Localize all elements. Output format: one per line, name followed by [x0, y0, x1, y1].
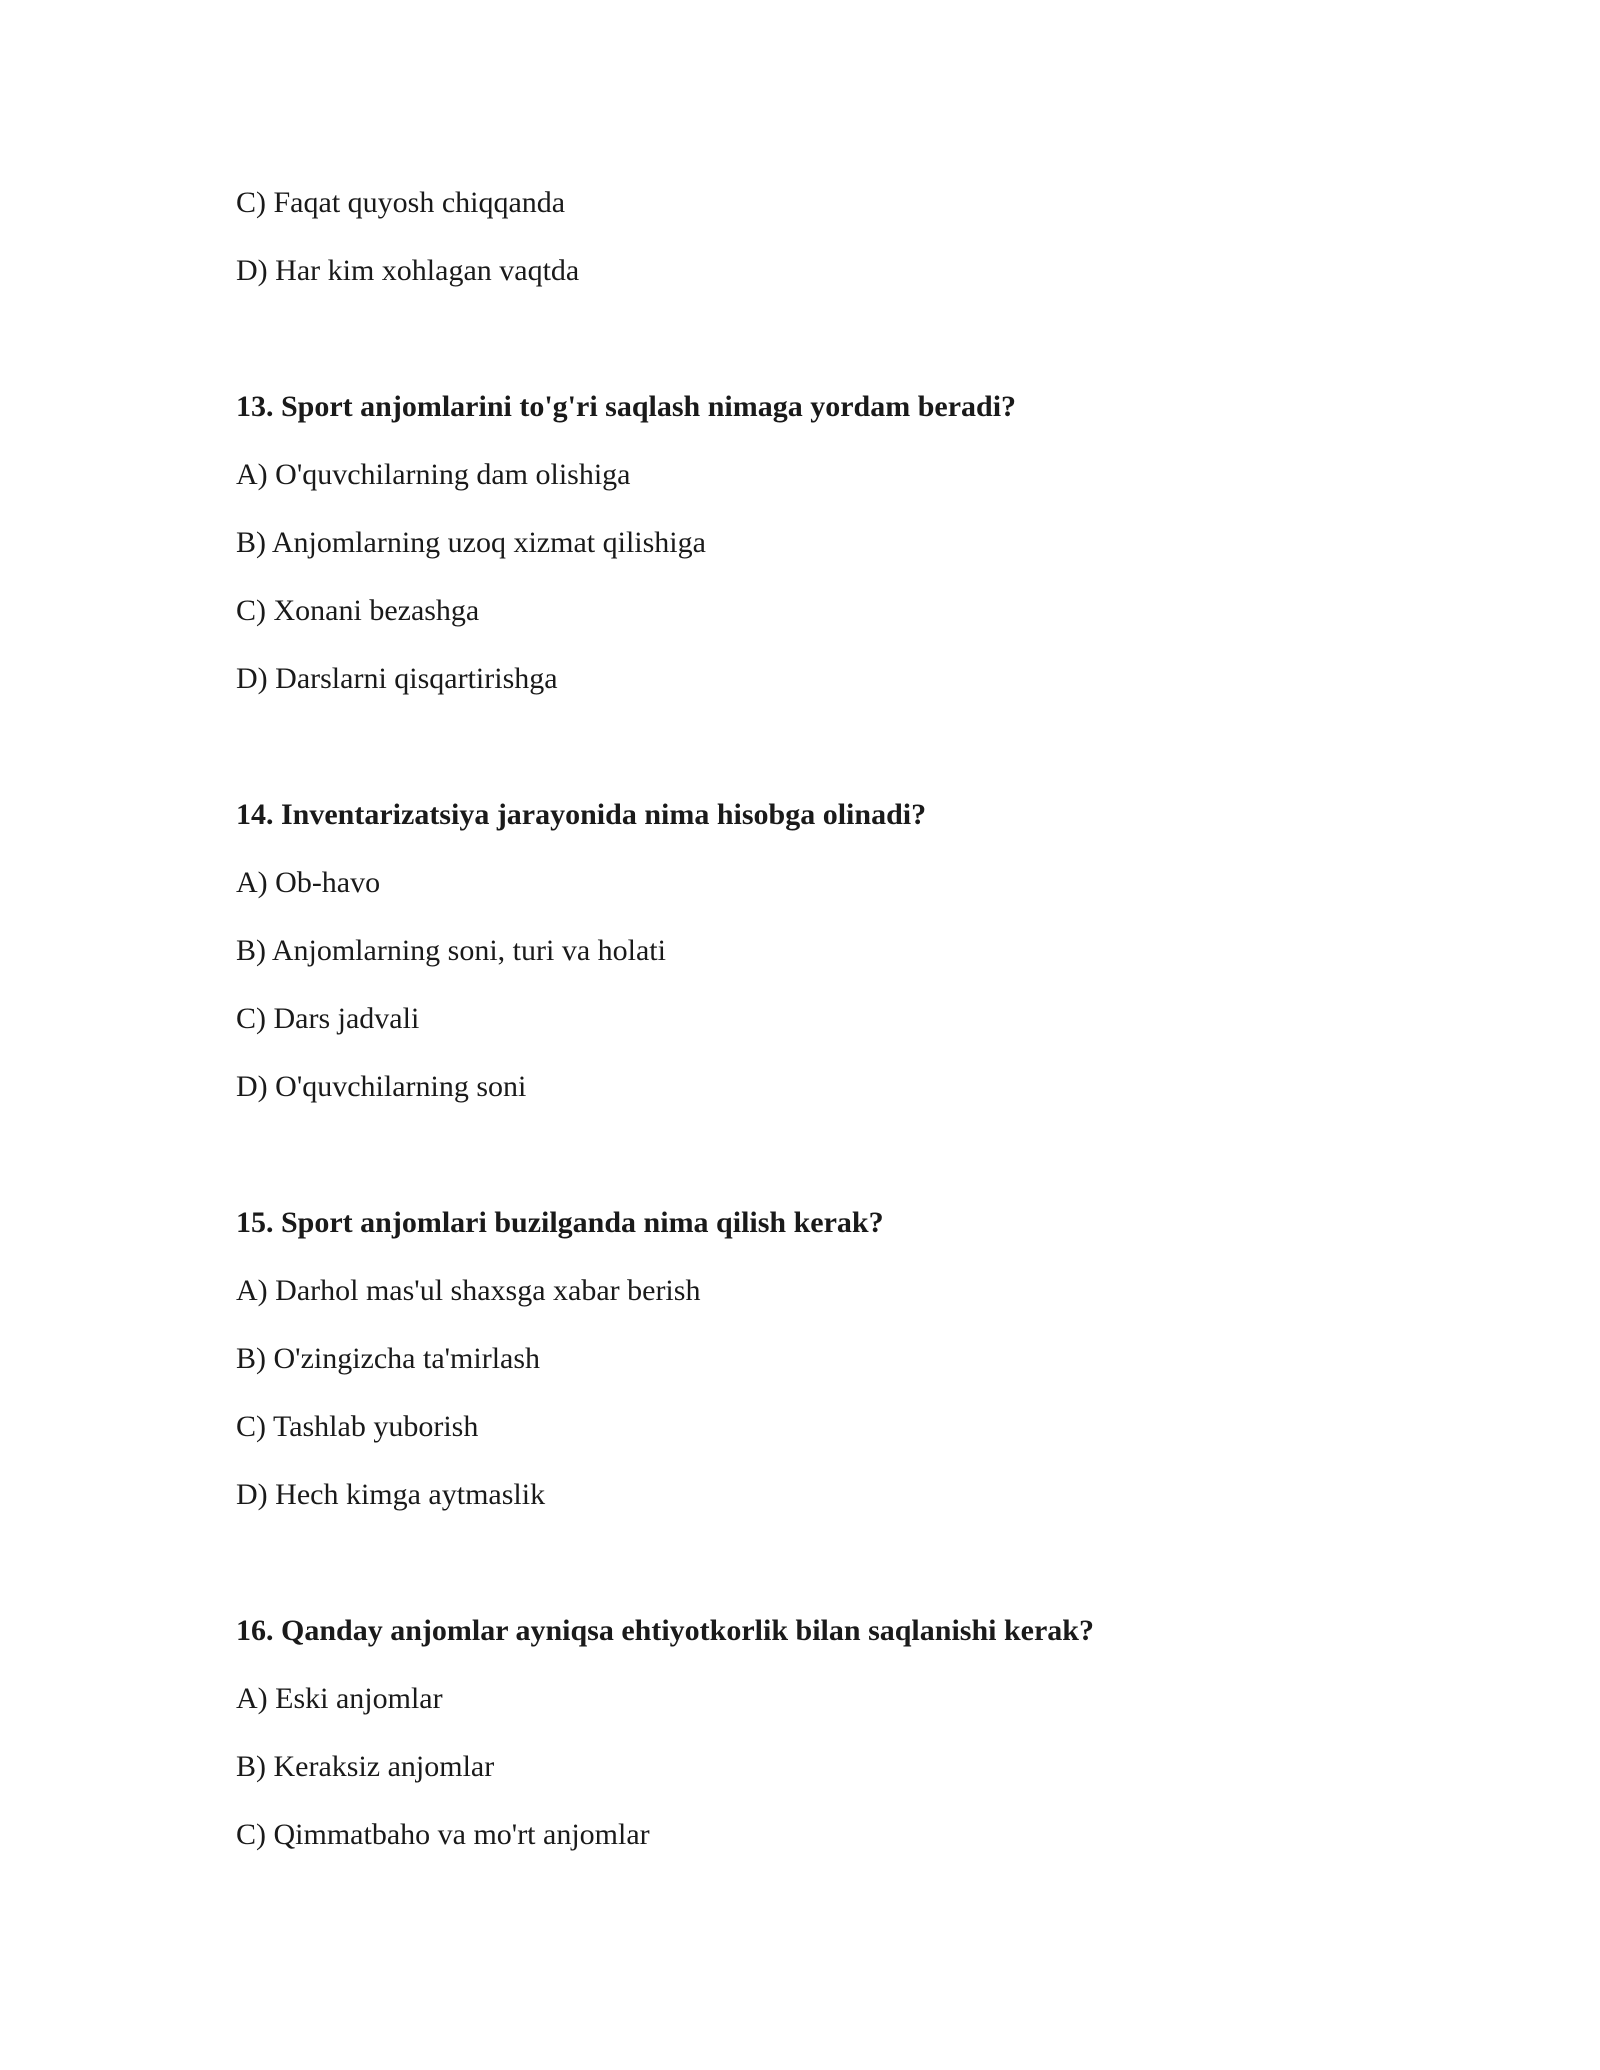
- answer-option: B) Anjomlarning soni, turi va holati: [236, 934, 666, 967]
- answer-option: A) Ob-havo: [236, 866, 381, 899]
- answer-option: A) Darhol mas'ul shaxsga xabar berish: [236, 1274, 701, 1307]
- section-gap: [236, 730, 1436, 798]
- answer-option: D) Har kim xohlagan vaqtda: [236, 254, 580, 287]
- answer-option: C) Faqat quyosh chiqqanda: [236, 186, 566, 219]
- answer-option: C) Tashlab yuborish: [236, 1410, 479, 1443]
- question-16-text: 16. Qanday anjomlar ayniqsa ehtiyotkorlik bilan saqlanishi kerak?: [236, 1614, 1094, 1647]
- answer-option: B) Keraksiz anjomlar: [236, 1750, 495, 1783]
- answer-option: A) O'quvchilarning dam olishiga: [236, 458, 631, 491]
- answer-option: C) Dars jadvali: [236, 1002, 420, 1035]
- answer-option: D) Hech kimga aytmaslik: [236, 1478, 546, 1511]
- answer-option: A) Eski anjomlar: [236, 1682, 443, 1715]
- answer-option: C) Qimmatbaho va mo'rt anjomlar: [236, 1818, 650, 1851]
- document-content: [236, 186, 1436, 1886]
- question-13-text: 13. Sport anjomlarini to'g'ri saqlash nimaga yordam beradi?: [236, 390, 1017, 423]
- answer-option: B) Anjomlarning uzoq xizmat qilishiga: [236, 526, 706, 559]
- section-gap: [236, 322, 1436, 390]
- section-gap: [236, 1138, 1436, 1206]
- answer-option: D) Darslarni qisqartirishga: [236, 662, 558, 695]
- answer-option: C) Xonani bezashga: [236, 594, 480, 627]
- answer-option: D) O'quvchilarning soni: [236, 1070, 527, 1103]
- section-gap: [236, 1546, 1436, 1614]
- answer-option: B) O'zingizcha ta'mirlash: [236, 1342, 541, 1375]
- question-15-text: 15. Sport anjomlari buzilganda nima qilish kerak?: [236, 1206, 884, 1239]
- question-14-text: 14. Inventarizatsiya jarayonida nima hisobga olinadi?: [236, 798, 927, 831]
